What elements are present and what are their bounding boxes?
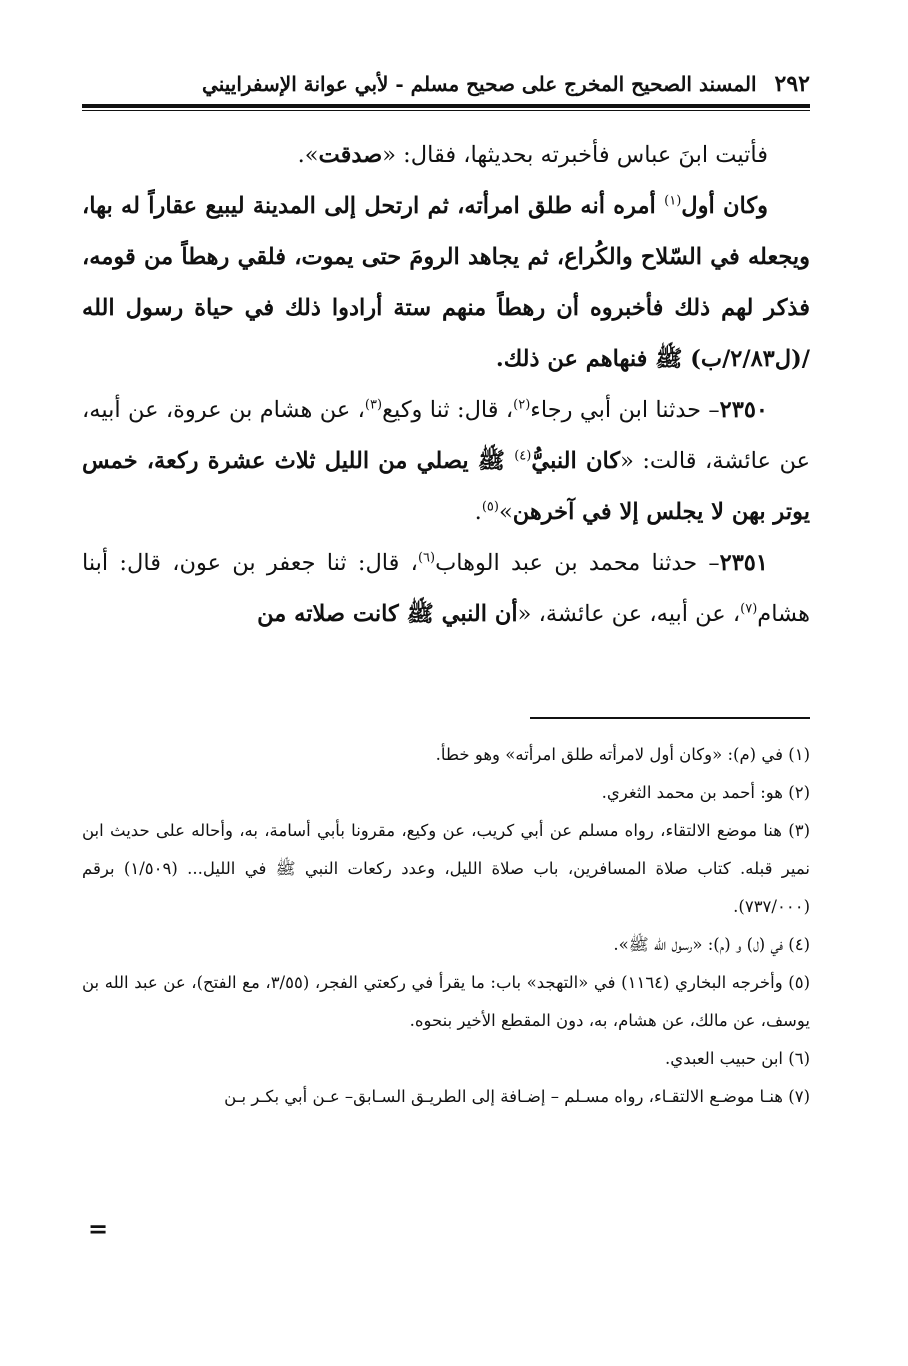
- running-title: المسند الصحيح المخرج على صحيح مسلم - لأبي عوانة الإسفراييني: [202, 72, 757, 96]
- footnotes: [82, 736, 810, 1116]
- footnote-3: (٣) هنا موضع الالتقاء، رواه مسلم عن أبي كريب، عن وكيع، مقرونا بأبي أسامة، به، وأحاله على حديث ابن نمير قبله. كتاب صلاة المسافرين، باب صلاة الليل، وعدد ركعات النبي ﷺ في الليل... (١/٥٠٩) برقم (٧٣٧/٠٠٠).: [82, 821, 810, 916]
- text-run: »: [498, 499, 513, 525]
- text-run: – حدثنا ابن أبي رجاء: [530, 397, 720, 423]
- text-run: .: [474, 499, 482, 525]
- page-number: ٢٩٢: [774, 71, 810, 97]
- footnote-ref-5: (٥): [481, 499, 499, 515]
- footnote-6: (٦) ابن حبيب العبدي.: [665, 1049, 810, 1068]
- footnote-ref-3: (٣): [364, 397, 383, 413]
- text-run: ، عن أبيه، عن عائشة، «: [517, 601, 741, 627]
- footnote-ref-1: (١): [664, 193, 682, 209]
- footnote-separator: [530, 717, 810, 719]
- text-run: أمره أنه طلق امرأته، ثم ارتحل إلى المدينة ليبيع عقاراً له بها، ويجعله في السّلاح والكُراع، ثم يجاهد الرومَ حتى يموت، فلقي رهطاً من قومه، فذكر لهم ذلك فأخبروه أن رهطاً منهم ستة أرادوا ذلك في حياة رسول الله /(ل٢/٨٣/ب) ﷺ فنهاهم عن ذلك.: [82, 193, 810, 372]
- footnote-ref-6: (٦): [417, 550, 436, 566]
- bold-text-run: كان النبيُّ: [531, 448, 621, 474]
- footnote-ref-7: (٧): [740, 601, 758, 617]
- bold-text-run: أن النبي ﷺ كانت صلاته من: [257, 601, 518, 627]
- main-text: [82, 130, 810, 640]
- hadith-2350: [82, 385, 810, 538]
- footnote-ref-4: (٤): [514, 448, 532, 464]
- hadith-number: ٢٣٥١: [719, 550, 768, 576]
- header-rule-thin: [82, 110, 810, 111]
- continuation-mark: =: [88, 1214, 109, 1243]
- text-run: ، عن هشام بن عروة، عن أبيه، عن عائشة، قالت: «: [82, 397, 810, 474]
- text-run: ، قال: ثنا جعفر بن عون، قال: أبنا هشام: [82, 550, 810, 627]
- text-run: – حدثنا محمد بن عبد الوهاب: [435, 550, 720, 576]
- footnote-4: (٤) في (ل) و (م): «رسول الله ﷺ».: [613, 935, 810, 954]
- header-rule-thick: [82, 104, 810, 108]
- paragraph-1: [82, 130, 810, 181]
- hadith-number: ٢٣٥٠: [719, 397, 768, 423]
- text-run: ، قال: ثنا وكيع: [382, 397, 514, 423]
- text-run: وكان أول: [681, 193, 768, 219]
- footnote-2: (٢) هو: أحمد بن محمد الثغري.: [601, 783, 810, 802]
- paragraph-2: [82, 181, 810, 385]
- footnote-5: (٥) وأخرجه البخاري (١١٦٤) في «التهجد» باب: ما يقرأ في ركعتي الفجر، (٣/٥٥، مع الفتح)، عن عبد الله بن يوسف، عن مالك، عن هشام، به، دون المقطع الأخير بنحوه.: [82, 973, 810, 1030]
- hadith-2351: [82, 538, 810, 640]
- book-page: [82, 60, 810, 1320]
- footnote-7: (٧) هنـا موضـع الالتقـاء، رواه مسـلم – إضـافة إلى الطريـق السـابق– عـن أبي بكـر بـن: [224, 1087, 810, 1106]
- footnote-1: (١) في (م): «وكان أول لامرأته طلق امرأته» وهو خطأ.: [435, 745, 810, 764]
- bold-text-run: ﷺ يصلي من الليل ثلاث عشرة ركعة، خمس يوتر بهن لا يجلس إلا في آخرهن: [82, 448, 810, 525]
- bold-text-run: صدقت: [318, 142, 383, 168]
- footnote-ref-2: (٢): [513, 397, 531, 413]
- text-run: فأتيت ابنَ عباس فأخبرته بحديثها، فقال: «: [382, 142, 768, 168]
- running-head: [82, 66, 810, 102]
- text-run: ».: [297, 142, 319, 168]
